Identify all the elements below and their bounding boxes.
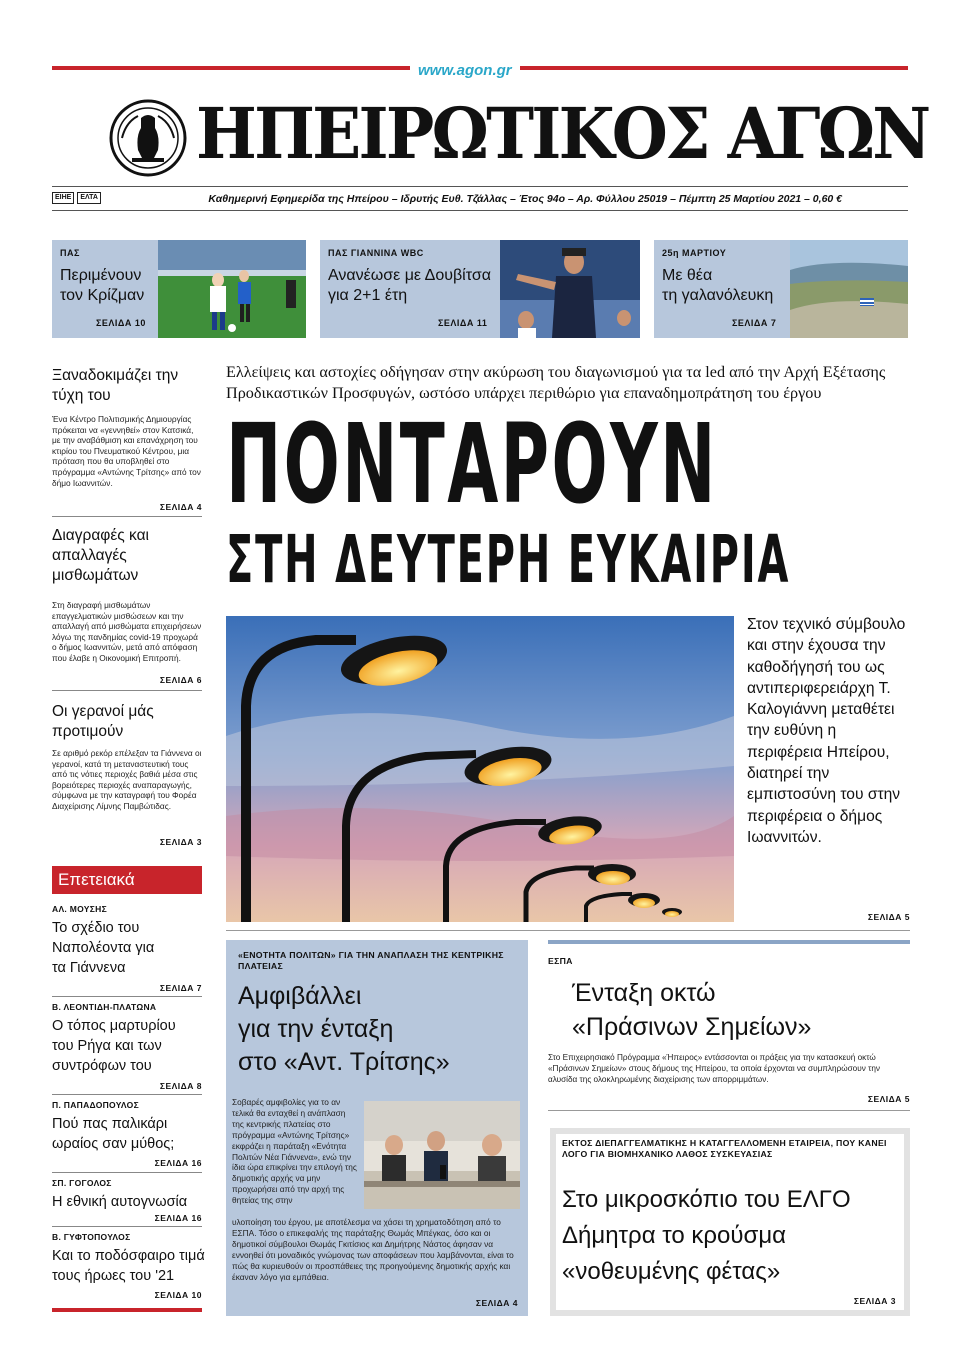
left-story-body: Ένα Κέντρο Πολιτισμικής Δημιουργίας πρόκειται να «γεννηθεί» στον Κατσικά, με την αναβάθμιση και επανάχρηση του κτιρίου του Πνευματικού Κέντρου, μια πρόταση που θα υποβληθεί στο πρόγραμμα «Αντώνης Τρίτσης» από τον δήμο Ιωαννιτών.: [52, 414, 201, 488]
espa-bottom-rule: [548, 1110, 910, 1111]
espa-top-rule: [548, 940, 910, 944]
epeteiaka-title[interactable]: Η εθνική αυτογνωσία: [52, 1194, 188, 1210]
epeteiaka-author: Π. ΠΑΠΑΔΟΠΟΥΛΟΣ: [52, 1100, 139, 1110]
left-story-headline[interactable]: Οι γερανοί μάς προτιμούν: [52, 703, 154, 740]
epeteiaka-title[interactable]: Και το ποδόσφαιρο τιμά τους ήρωες του '21: [52, 1248, 205, 1284]
left-separator: [52, 1172, 202, 1173]
left-separator: [52, 1094, 202, 1095]
coach-photo: [500, 240, 640, 338]
teaser-page-ref: ΣΕΛΙΔΑ 7: [732, 318, 777, 328]
epeteiaka-author: ΑΛ. ΜΟΥΣΗΣ: [52, 904, 107, 914]
politon-page-ref: ΣΕΛΙΔΑ 4: [475, 1298, 518, 1308]
left-story-body: Σε αριθμό ρεκόρ επέλεξαν τα Γιάννενα οι γερανοί, κατά τη μεταναστευτική τους από τις νότιες περιοχές βαθιά μέσα στις βορειότερες περιοχές αναπαραγωγής, σύμφωνα με την καταγραφή του Φορέα Διαχείρισης Λίμνης Παμβώτιδας.: [52, 748, 202, 811]
espa-kicker: ΕΣΠΑ: [548, 956, 573, 966]
streetlights-photo: [226, 616, 734, 922]
epeteiaka-page-ref: ΣΕΛΙΔΑ 7: [159, 983, 202, 993]
politon-headline[interactable]: Αμφιβάλλει για την ένταξη στο «Αντ. Τρίτσης»: [238, 982, 450, 1076]
badge-eihe: ΕΙΗΕ: [52, 192, 74, 204]
teaser-pas[interactable]: [52, 240, 306, 338]
newspaper-seal-logo: [108, 98, 188, 178]
teaser-headline: Περιμένουν τον Κρίζμαν: [60, 267, 145, 304]
espa-body: Στο Επιχειρησιακό Πρόγραμμα «Ήπειρος» εντάσσονται οι πράξεις για την κατασκευή οκτώ «Πράσινων Σημείων» στους δήμους της Ηπείρου, τα οποία έρχονται να συμπληρώσουν την αλυσίδα της ολοκληρωμένης διαχείρισης των απορριμμάτων.: [548, 1053, 880, 1084]
section-label-epeteiaka: Επετειακά: [52, 866, 202, 894]
website-url[interactable]: www.agon.gr: [410, 62, 520, 79]
epeteiaka-page-ref: ΣΕΛΙΔΑ 16: [154, 1213, 202, 1223]
elgo-page-ref: ΣΕΛΙΔΑ 3: [853, 1296, 896, 1306]
politon-body: Σοβαρές αμφιβολίες για το αν τελικά θα ενταχθεί η ανάπλαση της κεντρικής πλατείας στο πρόγραμμα «Αντώνης Τρίτσης» εκφράζει η παράταξη «Ενότητα Πολιτών Νέα Γιάννενα», ενώ την ίδια ώρα επικρίνει την επιλογή της δημοτικής αρχής να μην προχωρήσει από την αρχή της θητείας της στην: [232, 1097, 357, 1206]
teaser-headline: Ανανέωσε με Δουβίτσα για 2+1 έτη: [328, 267, 491, 304]
left-story-body: Στη διαγραφή μισθωμάτων επαγγελματικών μισθώσεων και την απαλλαγή από μισθώματα επιχειρήσεων λόγω της πανδημίας covid-19 προχωρά ο δήμος Ιωαννιτών, μετά από απόφαση που έλαβε η Οικονομική Επιτροπή.: [52, 600, 202, 663]
epeteiaka-page-ref: ΣΕΛΙΔΑ 16: [154, 1158, 202, 1168]
espa-page-ref: ΣΕΛΙΔΑ 5: [867, 1094, 910, 1104]
main-bottom-rule: [226, 930, 910, 931]
football-photo: [158, 240, 306, 338]
teaser-pas-giannina-wbc[interactable]: [320, 240, 640, 338]
teaser-kicker: ΠΑΣ: [60, 248, 80, 258]
press-conference-photo: [364, 1101, 520, 1209]
main-story-headline[interactable]: [226, 402, 916, 598]
left-story-headline[interactable]: Διαγραφές και απαλλαγές μισθωμάτων: [52, 527, 149, 584]
politon-kicker: «ΕΝΟΤΗΤΑ ΠΟΛΙΤΩΝ» ΓΙΑ ΤΗΝ ΑΝΑΠΛΑΣΗ ΤΗΣ ΚΕΝΤΡΙΚΗΣ ΠΛΑΤΕΙΑΣ: [238, 950, 504, 971]
flag-landscape-photo: [790, 240, 908, 338]
left-separator: [52, 996, 202, 997]
issue-info-line: Καθημερινή Εφημερίδα της Ηπείρου – Ιδρυτής Ευθ. Τζάλλας – Έτος 94ο – Αρ. Φύλλου 25019 – Πέμπτη 25 Μαρτίου 2021 – 0,60 €: [208, 193, 842, 205]
epeteiaka-author: ΣΠ. ΓΟΓΟΛΟΣ: [52, 1178, 112, 1188]
left-separator: [52, 516, 202, 517]
epeteiaka-author: Β. ΛΕΟΝΤΙΔΗ-ΠΛΑΤΩΝΑ: [52, 1002, 157, 1012]
politon-body-continued: υλοποίηση του έργου, με αποτέλεσμα να χάσει τη χρηματοδότηση από το ΕΣΠΑ. Τόσο ο επικεφαλής της παράταξης Θωμάς Μπέγκας, όσο και οι δημοτικοί σύμβουλοι Θωμάς Γκιτίσιος και Δημήτρης Νάστος άφησαν να εννοηθεί ότι μοναδικός γνώμονας των αποφάσεων που λαμβάνονται, είναι το πώς θα κυριευθούν οι προσπάθειες της προηγούμενης δημοτικής αρχής και έκαναν λόγο για εμπάθεια.: [232, 1217, 514, 1282]
main-headline-line1: ΠΟΝΤΑΡΟΥΝ: [226, 400, 718, 528]
main-story-body: Στον τεχνικό σύμβουλο και στην έχουσα την καθοδήγησή του ως αντιπεριφερειάρχη Τ. Καλογιάννη μεταθέτει την ευθύνη η περιφέρεια Ηπείρου, διατηρεί την εμπιστοσύνη του στην περιφέρεια ο δήμος Ιωαννιτών.: [747, 616, 906, 846]
left-story-headline[interactable]: Ξαναδοκιμάζει την τύχη του: [52, 367, 179, 404]
left-separator: [52, 690, 202, 691]
epeteiaka-page-ref: ΣΕΛΙΔΑ 10: [154, 1290, 202, 1300]
left-story-page-ref: ΣΕΛΙΔΑ 6: [159, 675, 202, 685]
elgo-headline[interactable]: Στο μικροσκόπιο του ΕΛΓΟ Δήμητρα το κρούσμα «νοθευμένης φέτας»: [562, 1186, 851, 1285]
teaser-page-ref: ΣΕΛΙΔΑ 10: [96, 318, 146, 328]
left-bottom-red-rule: [52, 1308, 202, 1312]
badge-elta: ΕΛΤΑ: [77, 192, 101, 204]
teaser-kicker: 25η ΜΑΡΤΙΟΥ: [662, 248, 727, 258]
left-story-page-ref: ΣΕΛΙΔΑ 3: [159, 837, 202, 847]
elgo-kicker: ΕΚΤΟΣ ΔΙΕΠΑΓΓΕΛΜΑΤΙΚΗΣ Η ΚΑΤΑΓΓΕΛΛΟΜΕΝΗ ΕΤΑΙΡΕΙΑ, ΠΟΥ ΚΑΝΕΙ ΛΟΓΟ ΓΙΑ ΒΙΟΜΗΧΑΝΙΚΟ ΛΑΘΟΣ ΣΥΣΚΕΥΑΣΙΑΣ: [562, 1138, 887, 1159]
main-story-subtitle: Ελλείψεις και αστοχίες οδήγησαν στην ακύρωση του διαγωνισμού για τα led από την Αρχή Εξέτασης Προδικαστικών Προσφυγών, ωστόσο υπάρχει περιθώριο για επαναδημοπράτηση του έργου: [226, 363, 886, 402]
left-story-page-ref: ΣΕΛΙΔΑ 4: [159, 502, 202, 512]
publisher-badges: [52, 192, 101, 204]
teaser-page-ref: ΣΕΛΙΔΑ 11: [438, 318, 488, 328]
masthead-rule-bottom: [52, 210, 908, 211]
newspaper-title: ΗΠΕΙΡΩΤΙΚΟΣ ΑΓΩΝ: [196, 92, 929, 175]
masthead-rule-top: [52, 186, 908, 187]
left-separator: [52, 1226, 202, 1227]
teaser-kicker: ΠΑΣ ΓΙΑΝΝΙΝΑ WBC: [328, 248, 424, 258]
main-story-page-ref: ΣΕΛΙΔΑ 5: [867, 912, 910, 922]
epeteiaka-title[interactable]: Πού πας παλικάρι ωραίος σαν μύθος;: [52, 1116, 175, 1152]
espa-headline[interactable]: Ένταξη οκτώ «Πράσινων Σημείων»: [572, 979, 812, 1041]
epeteiaka-title[interactable]: Ο τόπος μαρτυρίου του Ρήγα και των συντρόφων του: [52, 1018, 176, 1074]
epeteiaka-page-ref: ΣΕΛΙΔΑ 8: [159, 1081, 202, 1091]
epeteiaka-author: Β. ΓΥΦΤΟΠΟΥΛΟΣ: [52, 1232, 131, 1242]
epeteiaka-title[interactable]: Το σχέδιο του Ναπολέοντα για τα Γιάννενα: [52, 920, 155, 976]
teaser-25-martiou[interactable]: [654, 240, 908, 338]
main-headline-line2: ΣΤΗ ΔΕΥΤΕΡΗ ΕΥΚΑΙΡΙΑ: [226, 521, 791, 598]
teaser-headline: Με θέα τη γαλανόλευκη: [662, 267, 774, 304]
